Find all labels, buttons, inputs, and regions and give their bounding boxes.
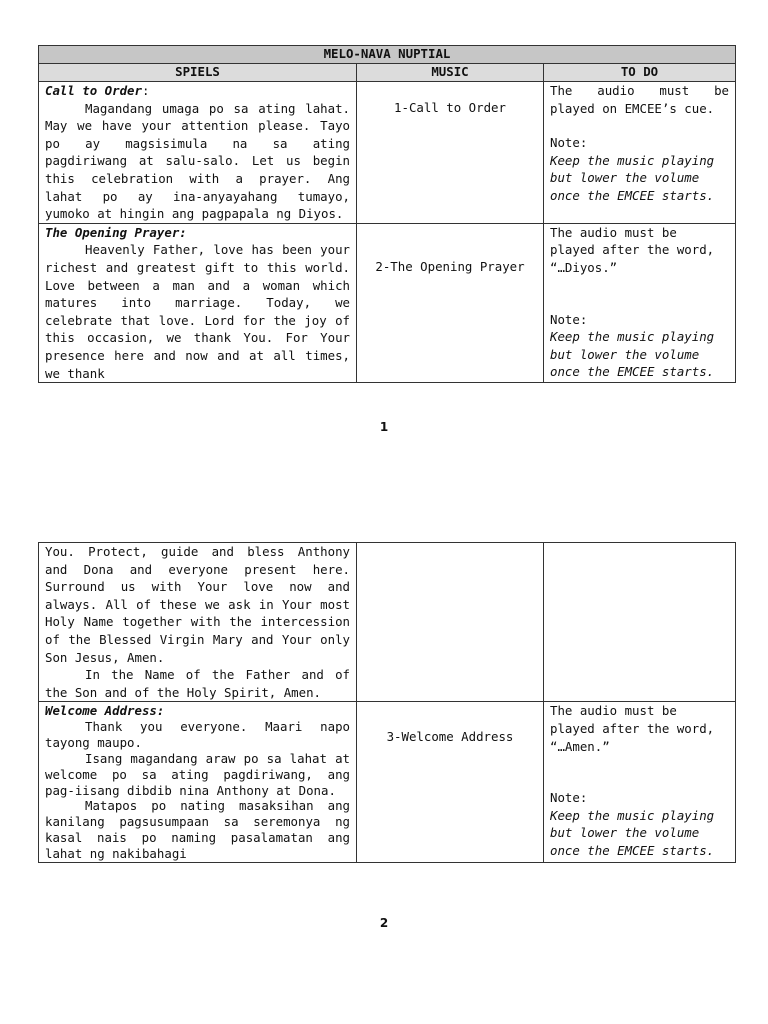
todo-column-header: TO DO	[544, 64, 736, 82]
spiel-paragraph: Matapos po nating masaksihan ang kanilang pagsusumpaan sa seremonya ng kasal nais po naming pasalamatan ang lahat ng nakibahagi	[45, 798, 350, 861]
todo-cell	[544, 702, 736, 862]
todo-cell	[544, 82, 736, 224]
note-text: Keep the music playing but lower the volume once the EMCEE starts.	[550, 807, 715, 858]
spiels-column-header: SPIELS	[39, 64, 357, 82]
page-number: 1	[379, 420, 389, 434]
section-title: Call to Order	[45, 83, 142, 98]
note-text: Keep the music playing but lower the volume once the EMCEE starts.	[550, 152, 715, 203]
spiel-paragraph: Isang magandang araw po sa lahat at welcome po sa ating pagdiriwang, ang pag-iisang dibdib nina Anthony at Dona.	[45, 750, 350, 798]
table-row	[39, 223, 736, 382]
spiel-paragraph: Heavenly Father, love has been your richest and greatest gift to this world. Love between a man and a woman which matures into marriage. Today, we celebrate that love. Lord for the joy of this occasion, we thank You. For Your presence here and now and at all times, we thank	[45, 242, 350, 381]
section-title: The Opening Prayer:	[45, 224, 187, 240]
note-label: Note:	[550, 135, 588, 151]
todo-instruction: The audio must be played after the word, “…Diyos.”	[550, 224, 715, 275]
spiel-paragraph: In the Name of the Father and of the Son and of the Holy Spirit, Amen.	[45, 667, 350, 700]
section-title-suffix: :	[141, 83, 150, 98]
table-row	[39, 702, 736, 862]
todo-cell	[544, 223, 736, 382]
music-cell: 3-Welcome Address	[357, 702, 544, 862]
page1-program-table	[38, 45, 736, 383]
todo-instruction: The audio must be played after the word, “…Amen.”	[550, 703, 715, 754]
spiel-cell	[39, 223, 357, 382]
note-label: Note:	[550, 790, 588, 806]
spiel-cell	[39, 82, 357, 224]
page2-program-table	[38, 542, 736, 863]
section-title: Welcome Address:	[45, 703, 165, 719]
table-row	[39, 82, 736, 224]
spiel-paragraph: Thank you everyone. Maari napo tayong maupo.	[45, 719, 350, 751]
music-column-header: MUSIC	[357, 64, 544, 82]
todo-cell	[544, 543, 736, 702]
spiel-cell	[39, 702, 357, 862]
spiel-cell	[39, 543, 357, 702]
todo-instruction: The audio must be played on EMCEE’s cue.	[550, 83, 729, 116]
document-title: MELO-NAVA NUPTIAL	[39, 46, 736, 64]
spiel-paragraph: You. Protect, guide and bless Anthony and Dona and everyone present here. Surround us with Your love now and always. All of these we ask in Your most Holy Name together with the intercession of the Blessed Virgin Mary and Your only Son Jesus, Amen.	[45, 544, 350, 665]
note-label: Note:	[550, 311, 588, 327]
music-cell: 1-Call to Order	[357, 82, 544, 224]
spiel-paragraph: Magandang umaga po sa ating lahat. May we have your attention please. Tayo po ay magsisimula na sa ating pagdiriwang at salu-salo. Let us begin this celebration with a prayer. Ang lahat po ay ina-anyayahang tumayo, yumoko at hingin ang pagpapala ng Diyos.	[45, 100, 350, 222]
note-text: Keep the music playing but lower the volume once the EMCEE starts.	[550, 329, 715, 380]
table-row	[39, 543, 736, 702]
music-cell: 2-The Opening Prayer	[357, 223, 544, 382]
page-number: 2	[379, 916, 389, 930]
music-cell	[357, 543, 544, 702]
